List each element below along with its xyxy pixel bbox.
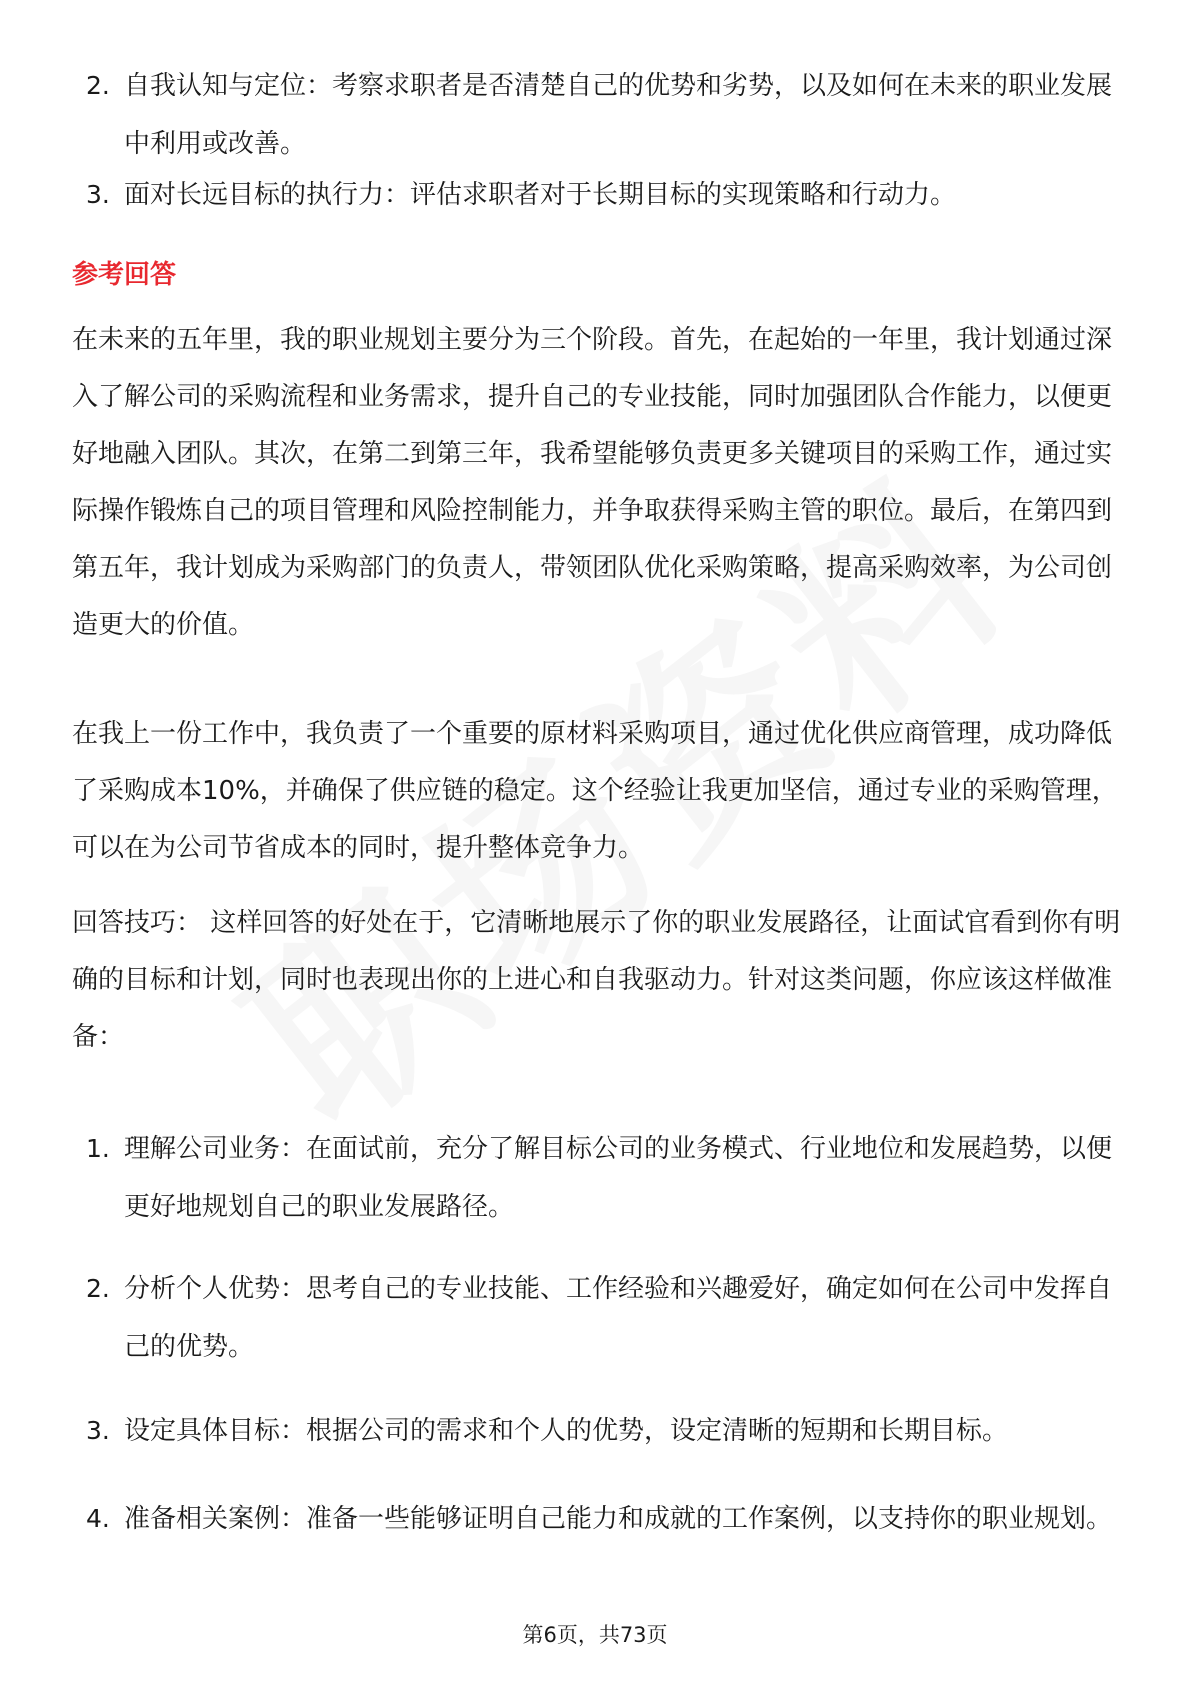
list-item-number: 3. [86, 1416, 110, 1445]
list-item-number: 4. [86, 1504, 110, 1533]
list-item-number: 1. [86, 1134, 110, 1163]
tips-paragraph: 回答技巧： 这样回答的好处在于，它清晰地展示了你的职业发展路径，让面试官看到你有明确的目标和计划，同时也表现出你的上进心和自我驱动力。针对这类问题，你应该这样做准备： [72, 908, 1121, 1052]
list-item-text: 自我认知与定位：考察求职者是否清楚自己的优势和劣势，以及如何在未来的职业发展中利用或改善。 [124, 71, 1113, 159]
list-item-number: 2. [86, 1274, 110, 1303]
list-item-number: 3. [86, 180, 110, 209]
list-item-text: 设定具体目标：根据公司的需求和个人的优势，设定清晰的短期和长期目标。 [124, 1416, 1009, 1446]
page-footer: 第6页，共73页 [522, 1623, 668, 1647]
section-heading: 参考回答 [72, 260, 177, 290]
list-item-text: 准备相关案例：准备一些能够证明自己能力和成就的工作案例，以支持你的职业规划。 [124, 1504, 1113, 1534]
list-item-number: 2. [86, 71, 110, 100]
experience-paragraph: 在我上一份工作中，我负责了一个重要的原材料采购项目，通过优化供应商管理，成功降低了采购成本10%，并确保了供应链的稳定。这个经验让我更加坚信，通过专业的采购管理，可以在为公司节省成本的同时，提升整体竞争力。 [72, 719, 1118, 863]
list-item-text: 理解公司业务：在面试前，充分了解目标公司的业务模式、行业地位和发展趋势，以便更好地规划自己的职业发展路径。 [124, 1134, 1113, 1222]
list-item-text: 面对长远目标的执行力：评估求职者对于长期目标的实现策略和行动力。 [124, 180, 957, 210]
answer-paragraph: 在未来的五年里，我的职业规划主要分为三个阶段。首先，在起始的一年里，我计划通过深入了解公司的采购流程和业务需求，提升自己的专业技能，同时加强团队合作能力，以便更好地融入团队。其次，在第二到第三年，我希望能够负责更多关键项目的采购工作，通过实际操作锻炼自己的项目管理和风险控制能力，并争取获得采购主管的职位。最后，在第四到第五年，我计划成为采购部门的负责人，带领团队优化采购策略，提高采购效率，为公司创造更大的价值。 [72, 325, 1113, 640]
list-item-text: 分析个人优势：思考自己的专业技能、工作经验和兴趣爱好，确定如何在公司中发挥自己的优势。 [124, 1274, 1113, 1362]
